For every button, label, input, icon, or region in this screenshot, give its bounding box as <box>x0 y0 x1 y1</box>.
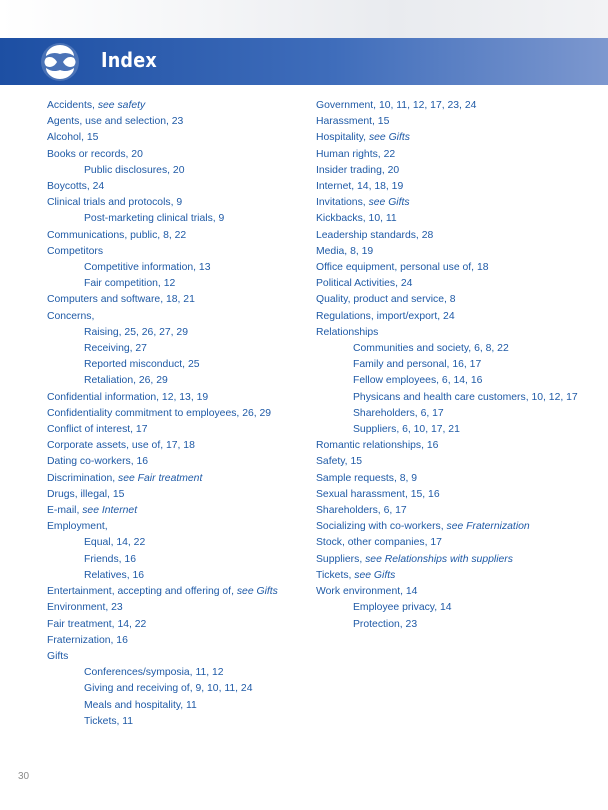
title-banner <box>0 38 608 85</box>
index-entry-text: Receiving, 27 <box>84 343 147 355</box>
index-subentry <box>316 617 578 633</box>
index-cross-reference: see Internet <box>82 505 138 517</box>
index-entry-text: E-mail, <box>47 505 83 517</box>
index-subentry <box>47 357 278 373</box>
index-entry <box>47 390 278 406</box>
index-subentry <box>47 260 278 276</box>
index-entry-text: Confidentiality commitment to employees, 26, 29 <box>47 407 272 419</box>
index-entry <box>316 438 578 454</box>
index-column-left <box>47 98 278 730</box>
index-entry-text: Retaliation, 26, 29 <box>84 375 168 387</box>
index-entry-text: Protection, 23 <box>353 618 418 630</box>
index-subentry <box>47 276 278 292</box>
index-entry <box>316 309 578 325</box>
header-background <box>0 0 608 38</box>
index-entry-text: Communities and society, 6, 8, 22 <box>353 343 509 355</box>
index-entry-text: Competitive information, 13 <box>84 262 211 274</box>
index-subentry <box>47 341 278 357</box>
index-subentry <box>47 373 278 389</box>
index-subentry <box>316 341 578 357</box>
index-entry <box>316 130 578 146</box>
index-entry <box>316 552 578 568</box>
index-entry-text: Fair treatment, 14, 22 <box>47 618 147 630</box>
index-entry-text: Work environment, 14 <box>316 586 418 598</box>
index-entry <box>47 244 278 260</box>
index-entry-text: Political Activities, 24 <box>316 278 413 290</box>
index-subentry <box>316 373 578 389</box>
index-entry-text: Employee privacy, 14 <box>353 602 452 614</box>
index-entry-text: Safety, 15 <box>316 456 363 468</box>
index-entry <box>47 147 278 163</box>
index-cross-reference: see safety <box>97 100 146 111</box>
index-entry <box>316 454 578 470</box>
index-entry <box>47 503 278 519</box>
index-entry-text: Conflict of interest, 17 <box>47 424 148 436</box>
index-entry <box>47 438 278 454</box>
index-entry-text: Shareholders, 6, 17 <box>353 407 444 419</box>
index-entry <box>47 617 278 633</box>
index-entry-text: Regulations, import/export, 24 <box>316 310 455 322</box>
index-entry <box>47 130 278 146</box>
index-entry-text: Suppliers, <box>316 553 366 565</box>
index-entry-text: Dating co-workers, 16 <box>47 456 149 468</box>
index-entry-text: Fair competition, 12 <box>84 278 176 290</box>
index-entry <box>47 195 278 211</box>
index-entry <box>316 584 578 600</box>
index-entry <box>316 519 578 535</box>
index-entry <box>316 325 578 341</box>
index-entry-text: Media, 8, 19 <box>316 245 374 257</box>
index-entry-text: Suppliers, 6, 10, 17, 21 <box>353 424 460 436</box>
index-entry <box>47 406 278 422</box>
index-subentry <box>47 211 278 227</box>
index-column-right <box>316 98 578 633</box>
index-entry-text: Environment, 23 <box>47 602 123 614</box>
index-entry-text: Family and personal, 16, 17 <box>353 359 482 371</box>
index-entry <box>316 179 578 195</box>
page-number: 30 <box>18 771 30 782</box>
index-subentry <box>47 163 278 179</box>
index-entry <box>316 471 578 487</box>
index-entry <box>316 503 578 519</box>
index-entry-text: Clinical trials and protocols, 9 <box>47 197 183 209</box>
index-entry-text: Insider trading, 20 <box>316 164 400 176</box>
index-entry-text: Drugs, illegal, 15 <box>47 488 125 500</box>
index-entry-text: Shareholders, 6, 17 <box>316 505 407 517</box>
index-cross-reference: see Relationships with suppliers <box>365 553 513 565</box>
index-entry-text: Accidents, <box>47 100 98 111</box>
index-entry-text: Invitations, <box>316 197 369 209</box>
index-entry <box>47 292 278 308</box>
index-entry-text: Fraternization, 16 <box>47 634 128 646</box>
index-subentry <box>316 390 578 406</box>
index-entry-text: Romantic relationships, 16 <box>316 440 439 452</box>
index-entry <box>316 487 578 503</box>
index-subentry <box>316 406 578 422</box>
index-entry-text: Giving and receiving of, 9, 10, 11, 24 <box>84 683 253 695</box>
index-entry-text: Corporate assets, use of, 17, 18 <box>47 440 195 452</box>
index-entry-text: Post-marketing clinical trials, 9 <box>84 213 225 225</box>
index-subentry <box>316 357 578 373</box>
index-subentry <box>47 552 278 568</box>
index-entry-text: Sexual harassment, 15, 16 <box>316 488 440 500</box>
index-entry-text: Discrimination, <box>47 472 119 484</box>
index-entry-text: Public disclosures, 20 <box>84 164 185 176</box>
index-entry-text: Socializing with co-workers, <box>316 521 447 533</box>
index-subentry <box>47 568 278 584</box>
index-entry-text: Confidential information, 12, 13, 19 <box>47 391 209 403</box>
index-entry <box>316 147 578 163</box>
index-entry-text: Tickets, 11 <box>84 715 134 727</box>
index-entry <box>47 600 278 616</box>
index-entry-text: Office equipment, personal use of, 18 <box>316 262 489 274</box>
index-entry <box>47 454 278 470</box>
index-entry-text: Friends, 16 <box>84 553 136 565</box>
index-entry <box>316 195 578 211</box>
index-entry-text: Human rights, 22 <box>316 148 396 160</box>
index-entry-text: Meals and hospitality, 11 <box>84 699 197 711</box>
index-entry-text: Quality, product and service, 8 <box>316 294 456 306</box>
index-entry-text: Government, 10, 11, 12, 17, 23, 24 <box>316 100 477 111</box>
index-entry-text: Computers and software, 18, 21 <box>47 294 195 306</box>
index-entry-text: Concerns, <box>47 310 95 322</box>
index-entry-text: Stock, other companies, 17 <box>316 537 442 549</box>
index-cross-reference: see Fair treatment <box>118 472 203 484</box>
index-entry-text: Relatives, 16 <box>84 569 145 581</box>
index-entry-text: Alcohol, 15 <box>47 132 99 144</box>
index-entry <box>316 276 578 292</box>
index-entry <box>47 584 278 600</box>
index-entry <box>47 179 278 195</box>
index-entry <box>47 228 278 244</box>
index-entry <box>47 114 278 130</box>
index-subentry <box>47 665 278 681</box>
index-cross-reference: see Fraternization <box>446 521 530 533</box>
index-entry-text: Sample requests, 8, 9 <box>316 472 418 484</box>
index-entry-text: Agents, use and selection, 23 <box>47 116 184 128</box>
index-entry-text: Entertainment, accepting and offering of, <box>47 586 237 598</box>
index-entry <box>47 649 278 665</box>
index-entry-text: Physicans and health care customers, 10, 12, 17 <box>353 391 578 403</box>
index-entry-text: Harassment, 15 <box>316 116 390 128</box>
index-entry <box>47 309 278 325</box>
index-entry-text: Tickets, <box>316 569 355 581</box>
index-entry <box>47 487 278 503</box>
index-entry-text: Gifts <box>47 650 69 662</box>
index-entry <box>47 519 278 535</box>
index-subentry <box>47 698 278 714</box>
index-entry <box>316 568 578 584</box>
index-entry-text: Communications, public, 8, 22 <box>47 229 187 241</box>
index-entry <box>316 260 578 276</box>
index-entry-text: Books or records, 20 <box>47 148 143 160</box>
index-entry <box>47 98 278 114</box>
index-entry <box>47 422 278 438</box>
company-logo-icon <box>40 42 80 82</box>
index-entry-text: Relationships <box>316 326 379 338</box>
index-entry-text: Equal, 14, 22 <box>84 537 146 549</box>
index-entry <box>316 535 578 551</box>
index-cross-reference: see Gifts <box>236 586 278 598</box>
index-subentry <box>316 422 578 438</box>
index-entry <box>316 98 578 114</box>
index-entry <box>316 228 578 244</box>
index-subentry <box>316 600 578 616</box>
index-entry <box>316 114 578 130</box>
index-entry-text: Conferences/symposia, 11, 12 <box>84 667 224 679</box>
index-cross-reference: see Gifts <box>368 197 410 209</box>
index-entry-text: Fellow employees, 6, 14, 16 <box>353 375 483 387</box>
index-entry <box>316 244 578 260</box>
index-entry-text: Boycotts, 24 <box>47 181 105 193</box>
index-entry <box>47 471 278 487</box>
index-entry-text: Reported misconduct, 25 <box>84 359 200 371</box>
index-cross-reference: see Gifts <box>368 132 410 144</box>
index-subentry <box>47 681 278 697</box>
index-entry-text: Raising, 25, 26, 27, 29 <box>84 326 188 338</box>
index-entry-text: Leadership standards, 28 <box>316 229 434 241</box>
index-entry-text: Hospitality, <box>316 132 369 144</box>
index-cross-reference: see Gifts <box>354 569 396 581</box>
index-subentry <box>47 325 278 341</box>
index-entry-text: Competitors <box>47 245 104 257</box>
index-entry <box>316 211 578 227</box>
index-entry <box>47 633 278 649</box>
page-title: Index <box>101 48 157 72</box>
index-entry <box>316 292 578 308</box>
index-subentry <box>47 535 278 551</box>
index-entry-text: Kickbacks, 10, 11 <box>316 213 397 225</box>
index-entry-text: Internet, 14, 18, 19 <box>316 181 404 193</box>
index-subentry <box>47 714 278 730</box>
index-entry <box>316 163 578 179</box>
index-entry-text: Employment, <box>47 521 108 533</box>
